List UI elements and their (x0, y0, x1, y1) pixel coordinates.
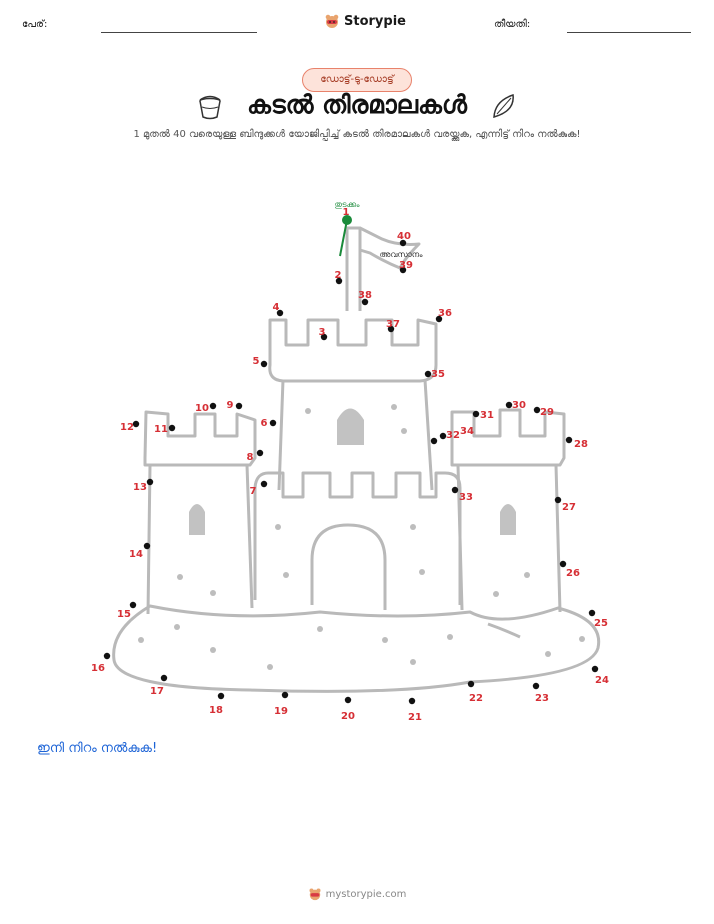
dot-number-30: 30 (512, 400, 526, 411)
dot-number-27: 27 (562, 502, 576, 513)
dot-24 (592, 666, 598, 672)
dot-number-23: 23 (535, 693, 549, 704)
footer (0, 887, 714, 901)
dot-34 (431, 438, 437, 444)
dot-number-33: 33 (459, 492, 473, 503)
dot-number-28: 28 (574, 439, 588, 450)
dot-number-40: 40 (397, 231, 411, 242)
dot-number-8: 8 (246, 452, 254, 463)
dot-20 (345, 697, 351, 703)
dot-27 (555, 497, 561, 503)
footer-url: mystorypie.com (325, 888, 407, 900)
dot-number-24: 24 (595, 675, 609, 686)
dot-number-13: 13 (133, 482, 147, 493)
dot-15 (130, 602, 136, 608)
dot-number-18: 18 (209, 705, 223, 716)
dot-21 (409, 698, 415, 704)
dot-number-3: 3 (318, 327, 326, 338)
dot-number-7: 7 (249, 486, 257, 497)
dot-number-12: 12 (120, 422, 134, 433)
instructions: 1 മുതൽ 40 വരെയുള്ള ബിന്ദുക്കൾ യോജിപ്പിച്ച് കടൽ തിരമാലകൾ വരയ്ക്കുക, എന്നിട്ട് നിറം നൽകുക! (133, 129, 581, 140)
dot-17 (161, 675, 167, 681)
dot-number-2: 2 (334, 270, 342, 281)
dot-5 (261, 361, 267, 367)
dot-number-14: 14 (129, 549, 143, 560)
dot-number-39: 39 (399, 260, 413, 271)
dot-number-11: 11 (154, 424, 168, 435)
dot-number-37: 37 (386, 319, 400, 330)
dot-number-26: 26 (566, 568, 580, 579)
dot-number-15: 15 (117, 609, 131, 620)
page-title: കടൽ തിരമാലകൾ (247, 90, 467, 119)
dot-number-25: 25 (594, 618, 608, 629)
dot-number-32: 32 (446, 430, 460, 441)
dot-number-19: 19 (274, 706, 288, 717)
dot-8 (257, 450, 263, 456)
dot-number-1: 1 (342, 207, 350, 218)
dot-number-22: 22 (469, 693, 483, 704)
activity-badge: ഡോട്ട്-ടു-ഡോട്ട് (302, 68, 412, 92)
dot-number-38: 38 (358, 290, 372, 301)
dot-number-4: 4 (272, 302, 280, 313)
dot-14 (144, 543, 150, 549)
start-label: തുടക്കം (334, 200, 360, 209)
dot-number-21: 21 (408, 712, 422, 723)
dot-11 (169, 425, 175, 431)
dot-number-35: 35 (431, 369, 445, 380)
dot-number-5: 5 (252, 356, 260, 367)
dot-6 (270, 420, 276, 426)
dot-13 (147, 479, 153, 485)
dot-number-9: 9 (226, 400, 234, 411)
dot-number-17: 17 (150, 686, 164, 697)
castle-outline (114, 228, 599, 691)
name-label: പേര്: (22, 19, 48, 30)
dot-19 (282, 692, 288, 698)
dot-25 (589, 610, 595, 616)
dot-26 (560, 561, 566, 567)
dot-7 (261, 481, 267, 487)
brand-name: Storypie (344, 13, 406, 29)
dot-number-31: 31 (480, 410, 494, 421)
dot-9 (236, 403, 242, 409)
color-prompt: ഇനി നിറം നൽകുക! (37, 741, 158, 756)
dot-number-34: 34 (460, 426, 474, 437)
dot-28 (566, 437, 572, 443)
dot-number-20: 20 (341, 711, 355, 722)
dot-10 (210, 403, 216, 409)
dot-33 (452, 487, 458, 493)
dot-number-16: 16 (91, 663, 105, 674)
dot-18 (218, 693, 224, 699)
dot-number-6: 6 (260, 418, 268, 429)
mascot-icon (308, 887, 322, 901)
dot-number-29: 29 (540, 407, 554, 418)
dot-number-36: 36 (438, 308, 452, 319)
dot-number-10: 10 (195, 403, 209, 414)
dot-22 (468, 681, 474, 687)
dot-16 (104, 653, 110, 659)
dot-23 (533, 683, 539, 689)
dot-31 (473, 411, 479, 417)
castle-details (138, 404, 585, 670)
date-label: തീയതി: (494, 19, 531, 30)
end-label: അവസാനം (379, 250, 423, 259)
